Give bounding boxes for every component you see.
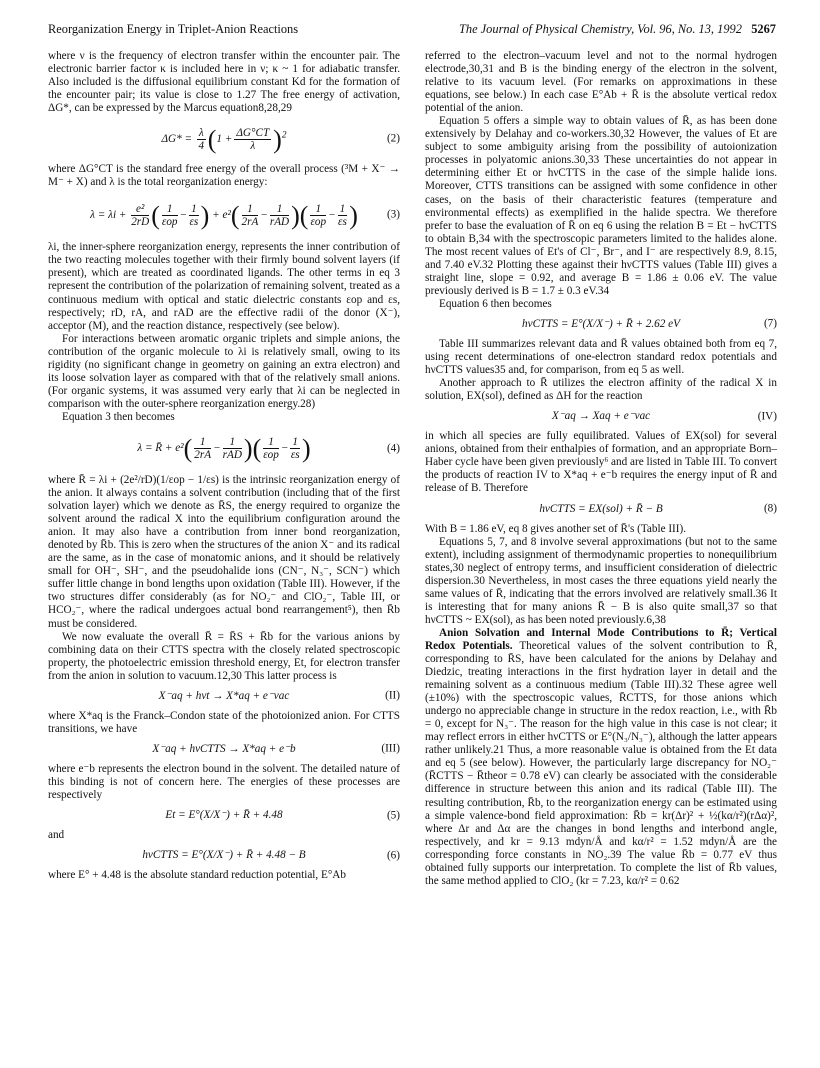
paragraph: in which all species are fully equilibrated. Values of EX(sol) for several anions, obtained from their enthalpies of formation, and an appropriate Born–Haber cycle have been given previously⁶ and are listed in Table III. To convert the products of reaction IV to X*aq + e⁻b requires the energy input of R̄ and release of B. Therefore (425, 430, 777, 495)
equation-number: (3) (386, 208, 400, 221)
paragraph: Table III summarizes relevant data and R̄ values obtained both from eq 7, using recent determinations of one-electron standard redox potentials and hνCTTS values35 and, for comparison, from eq 5 as well. (425, 337, 777, 377)
right-column (425, 50, 777, 888)
equation-5: Et = E°(X/X⁻) + R̄ + 4.48 (5) (165, 809, 400, 822)
paragraph: Equation 3 then becomes (62, 410, 175, 423)
equation-number: (6) (386, 849, 400, 862)
reaction-III: X⁻aq + hνCTTS → X*aq + e⁻b (III) (152, 742, 400, 755)
equation-number: (IV) (757, 410, 777, 423)
running-header (48, 22, 776, 42)
equation-7: hνCTTS = E°(X/X⁻) + R̄ + 2.62 eV (7) (522, 317, 777, 330)
paragraph: Equations 5, 7, and 8 involve several approximations (but not to the same extent), including assignment of thermodynamic properties to nonequilibrium states,30 neglect of entropy terms, and insufficient consideration of dielectric dispersion.30 Nevertheless, in most cases the three equations yield nearly the same values of R̄, indicating that the errors involved are relatively small.36 It is interesting that for many anions R̄ − B is also quite small,37 so that hνCTTS ~ EX(sol), as has been noted previously.6,38 (425, 535, 777, 626)
paragraph: For interactions between aromatic organic triplets and simple anions, the contribution of the organic molecule to λi is relatively small, owing to its rigidity (no significant change in geometry on gaining an extra electron) and its loose solvation layer as compared with that of the relatively small anions. (For organic systems, it was assumed very early that λi can be neglected in comparison with the outer-sphere reorganization energy.28) (48, 332, 400, 410)
equation-number: (II) (385, 689, 400, 702)
equation-3: λ = λi + $\frac{\text{e²}}{2rD}$ ( 1 εop − $\frac{1}{\varepsilon s}$ ) + e²( $\frac{1}{2rA}$ − 1 rAD )( 1 εop − $\frac{1}{\varepsilon s}$ ) (3) (90, 200, 400, 230)
paragraph: With B = 1.86 eV, eq 8 gives another set of R̄'s (Table III). (425, 522, 687, 535)
paragraph: where R̄ = λi + (2e²/rD)(1/εop − 1/εs) is the intrinsic reorganization energy of the anion. It always contains a solvent contribution (including that of the first solvation layer) which we denote as R̄S, the energy required to organize the solvent around the radical X into the equilibrium configuration around the anion. It may also have a contribution from inner bond reorganization, denoted by R̄b. This is zero when the structures of the anion X⁻ and its radical are the same, as in the case of monatomic anions, and it should be relatively small for OH⁻, SH⁻, and the pseudohalide ions (CN⁻, N₃⁻, SCN⁻) which suffer little change in bond lengths upon oxidation (Table III). However, if the two structures differ considerably (as for NO₂⁻ and ClO₂⁻, Table III, or HCO₂⁻, where the radical undergoes actual bond rearrangement⁵), then R̄b must be considered. (48, 473, 400, 630)
equation-number: (2) (386, 132, 400, 145)
paragraph: where X*aq is the Franck–Condon state of the photoionized anion. For CTTS transitions, we have (48, 709, 400, 735)
paragraph: Equation 5 offers a simple way to obtain values of R̄, as has been done extensively by Delahay and co-workers.30,32 However, the values of Et are subject to some ambiguity arising from the possibility of autoionization processes in polyatomic anions.30,33 These uncertainties do not appear in determining either Et or hνCTTS in the case of the simple halide ions. Moreover, CTTS transitions can be assigned with some confidence in other cases, on the basis of their characteristic features (temperature and environmental effects) as exemplified in the halide spectra. We therefore prefer to base the evaluation of R̄ on eq 6 using the relation B = Et − hνCTTS to obtain B,34 with the spectroscopic parameters limited to the halides alone. The most recent values of Et's of Cl⁻, Br⁻, and I⁻ are respectively 8.9, 8.15, and 7.40 eV.32 Plotting these against their hνCTTS values (Table III) gives a straight line, slope = 0.92, and average B = 1.86 ± 0.06 eV. The value previously derived is B = 1.7 ± 0.3 eV.34 (425, 115, 777, 297)
page-number: 5267 (751, 22, 776, 36)
running-title: Reorganization Energy in Triplet-Anion Reactions (48, 22, 299, 36)
paragraph: where ν is the frequency of electron transfer within the encounter pair. The electronic barrier factor κ is included here in ν; κ ~ 1 for adiabatic transfer. Also included is the diffusional equilibrium constant Kd for the formation of the encounter pair; its value is close to 1.27 The free energy of activation, ΔG*, can be expressed by the Marcus equation8,28,29 (48, 50, 400, 115)
journal-citation: The Journal of Physical Chemistry, Vol. 96, No. 13, 1992 5267 (459, 22, 776, 36)
equation-number: (7) (763, 317, 777, 330)
paragraph: Another approach to R̄ utilizes the electron affinity of the radical X in solution, EX(sol), defined as ΔH for the reaction (425, 377, 777, 403)
equation-8: hνCTTS = EX(sol) + R̄ − B (8) (539, 502, 777, 515)
paragraph: referred to the electron–vacuum level and not to the normal hydrogen electrode,30,31 and B is the binding energy of the electron in the solvent, relative to its vacuum level. (For remarks on approximations in these equations, see below.) In each case E°Ab + R̄ is the absolute vertical redox potential of the anion. (425, 50, 777, 115)
paragraph: Anion Solvation and Internal Mode Contributions to R̄; Vertical Redox Potentials. Theoretical values of the solvent contribution to R̄, corresponding to R̄S, have been calculated for the anions by Delahay and Diedzic, treating interactions in the first hydration layer in detail and the remaining solvent as a continuous medium (Table III).32 These agree well (±10%) with the spectroscopic values, R̄CTTS, for those anions which undergo no appreciable change in structure in the redox reaction, i.e., with R̄b = 0, except for N₃⁻. The reason for the high value in this case is not clear; it may reflect errors in either hνCTTS or E°(N₃/N₃⁻), although the latter appears rather unlikely.21 Thus, a more reasonable value is obtained from the Et data and eq 5 (see below). However, the particularly large discrepancy for NO₂⁻ (R̄CTTS − R̄theor = 0.78 eV) can clearly be associated with the considerable difference in structure between this anion and its radical (Table III). The resulting contribution, R̄b, to the reorganization energy can be estimated using a simple valence-bond field approximation: R̄b = kr(Δr)² + ½(kα/r²)(rΔα)², where Δr and Δα are the changes in bond lengths and interbond angle, respectively, and kr = 9.13 mdyn/Å and kα/r² = 1.52 mdyn/Å are the corresponding force constants in NO₂.39 The value R̄b = 0.77 eV thus obtained fully supports our interpretation. To complete the list of R̄b values, the same method applied to ClO₂ (kr = 7.23, kα/r² = 0.62 (425, 626, 778, 887)
equation-6: hνCTTS = E°(X/X⁻) + R̄ + 4.48 − B (6) (142, 849, 400, 862)
equation-4: λ = R̄ + e²( $\frac{1}{2rA}$ − 1 rAD )( 1 εop − $\frac{1}{\varepsilon s}$ ) (4) (137, 434, 400, 464)
left-column (48, 50, 400, 882)
paragraph: where ΔG°CT is the standard free energy of the overall process (³M + X⁻ → M⁻ + X) and λ is the total reorganization energy: (48, 163, 400, 189)
section-run-in-heading: Anion Solvation and Internal Mode Contributions to R̄; Vertical Redox Potentials. (425, 626, 777, 652)
reaction-II: X⁻aq + hνt → X*aq + e⁻vac (II) (158, 689, 400, 702)
equation-number: (4) (386, 442, 400, 455)
paragraph: Equation 6 then becomes (439, 297, 552, 310)
paragraph: where E° + 4.48 is the absolute standard reduction potential, E°Ab (48, 869, 346, 882)
equation-number: (III) (381, 742, 400, 755)
equation-number: (5) (386, 809, 400, 822)
reaction-IV: X⁻aq → Xaq + e⁻vac (IV) (551, 410, 777, 423)
paragraph: λi, the inner-sphere reorganization energy, represents the inner contribution of the two reacting molecules together with their firmly bound solvent layers (if present), which are treated as coordinated ligands. The other terms in eq 3 represent the contribution of the polarization of remaining solvent, treated as a continuous medium with optical and static dielectric constants εop and εs, respectively; rD, rA, and rAD are the effective radii of the donor (X⁻), acceptor (M), and the reaction distance, respectively (see below). (48, 241, 400, 332)
paragraph: and (48, 829, 65, 842)
equation-number: (8) (763, 502, 777, 515)
paragraph: We now evaluate the overall R̄ = R̄S + R̄b for the various anions by combining data on their CTTS spectra with the closely related spectroscopic property, the photoelectric emission threshold energy, Et, for electron transfer from the anion in solution to vacuum.12,30 This latter process is (48, 630, 400, 682)
paragraph: where e⁻b represents the electron bound in the solvent. The detailed nature of this binding is not of concern here. The energies of these processes are respectively (48, 762, 400, 802)
equation-2: ΔG* = $\frac{\lambda}{4}$ (1 + $\frac{\Delta G^\circ CT}{\lambda}$ )$^2$ (2) (161, 124, 400, 154)
